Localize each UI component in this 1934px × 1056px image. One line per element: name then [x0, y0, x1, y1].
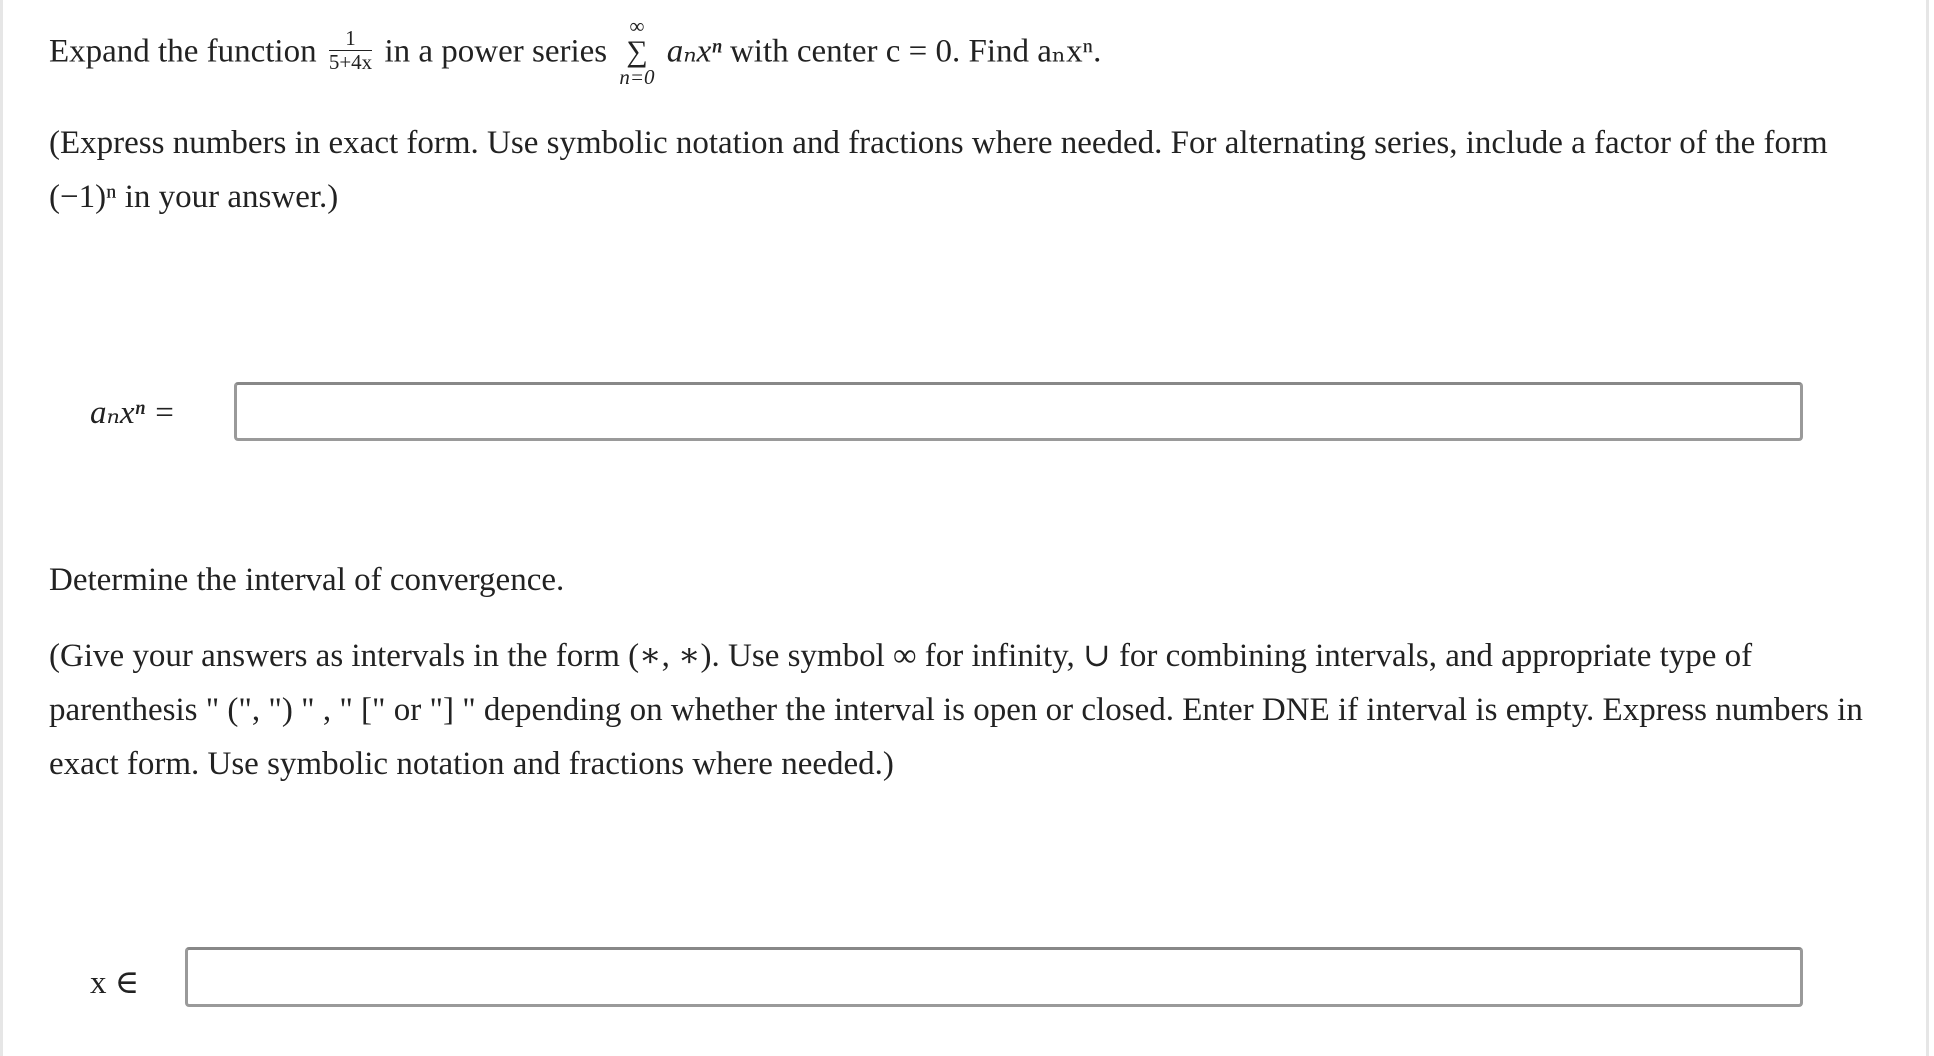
answer-2-label: x ∈ [90, 965, 140, 1001]
prompt-middle: in a power series [384, 33, 608, 70]
summation [619, 16, 654, 88]
function-fraction [329, 27, 372, 72]
question-2-heading: Determine the interval of convergence. [49, 562, 565, 598]
sum-symbol: ∑ [626, 35, 648, 68]
prompt-suffix: with center c = 0. Find aₙxⁿ. [729, 33, 1102, 70]
prompt-prefix: Expand the function [49, 33, 317, 70]
sum-upper: ∞ [629, 14, 645, 38]
answer-1-label: aₙxⁿ = [90, 395, 176, 431]
right-border [1926, 0, 1929, 1056]
power-series-term-input[interactable] [237, 385, 1800, 438]
answer-1-box [234, 382, 1803, 441]
interval-of-convergence-input[interactable] [188, 950, 1800, 1004]
question-1-prompt [49, 14, 1102, 90]
series-term: aₙxⁿ [666, 33, 722, 70]
sum-lower: n=0 [619, 65, 655, 89]
question-1-instructions: (Express numbers in exact form. Use symbolic notation and fractions where needed. For alternating series, include a factor of the form (−1)ⁿ in your answer.) [49, 125, 1828, 215]
fraction-numerator: 1 [329, 27, 372, 50]
answer-2-box [185, 947, 1803, 1007]
question-2-instructions: (Give your answers as intervals in the form (∗, ∗). Use symbol ∞ for infinity, ∪ for combining intervals, and appropriate type of parenthesis " (", ") " , " [" or "] " depending on whether the interval is open or closed. Enter DNE if interval is empty. Express numbers in exact form. Use symbolic notation and fractions where needed.) [49, 638, 1863, 782]
left-border [0, 0, 3, 1056]
fraction-denominator: 5+4x [328, 49, 373, 74]
